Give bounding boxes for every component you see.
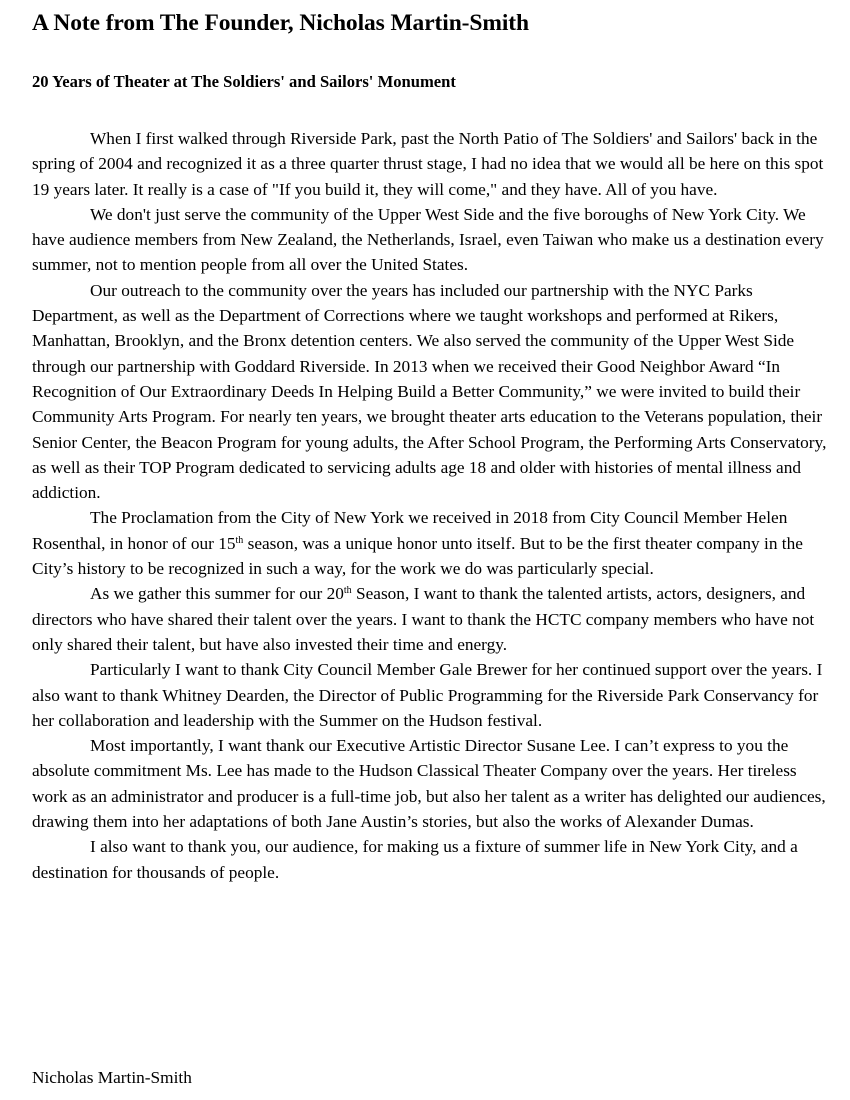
paragraph-outreach: Our outreach to the community over the years has included our partnership with the NYC Parks Department, as well as the Department of Corrections where we taught workshops and performed at Rikers, Manhattan, Brooklyn, and the Bronx detention centers. We also served the community of the Upper West Side through our partnership with Goddard Riverside. In 2013 when we received their Good Neighbor Award “In Recognition of Our Extraordinary Deeds In Helping Build a Better Community,” we were invited to build their Community Arts Program. For nearly ten years, we brought theater arts education to the Veterans population, their Senior Center, the Beacon Program for young adults, the After School Program, the Performing Arts Conservatory, as well as their TOP Program dedicated to servicing adults age 18 and older with histories of mental illness and addiction. (32, 280, 827, 503)
paragraph-twentieth-season (32, 581, 832, 657)
paragraph-proclamation (32, 505, 832, 581)
paragraph-community: We don't just serve the community of the Upper West Side and the five boroughs of New York City. We have audience members from New Zealand, the Netherlands, Israel, even Taiwan who make us a destination every summer, not to mention people from all over the United States. (32, 204, 824, 275)
paragraph-thanks-director: Most importantly, I want thank our Executive Artistic Director Susane Lee. I can’t express to you the absolute commitment Ms. Lee has made to the Hudson Classical Theater Company over the years. Her tireless work as an administrator and producer is a full-time job, but also her talent as a writer has delighted our audiences, drawing them into her adaptations of both Jane Austin’s stories, but also the works of Alexander Dumas. (32, 736, 826, 832)
page-title: A Note from The Founder, Nicholas Martin-Smith (32, 10, 529, 36)
page-subtitle: 20 Years of Theater at The Soldiers' and Sailors' Monument (32, 72, 456, 91)
proclamation-text-before: The Proclamation from the City of New York we received in 2018 from City Council Member Helen Rosenthal, in honor of our 15 (32, 508, 788, 553)
ordinal-suffix: th (343, 585, 352, 597)
ordinal-suffix: th (235, 534, 244, 546)
paragraph-thanks-audience: I also want to thank you, our audience, for making us a fixture of summer life in New York City, and a destination for thousands of people. (32, 837, 798, 882)
season-text-before: As we gather this summer for our 20 (90, 584, 344, 604)
signature: Nicholas Martin-Smith (32, 1068, 192, 1087)
proclamation-text-after: season, was a unique honor unto itself. But to be the first theater company in the City’s history to be recognized in such a way, for the work we do was particularly special. (32, 533, 803, 579)
letter-body (32, 126, 832, 885)
paragraph-thanks-officials: Particularly I want to thank City Council Member Gale Brewer for her continued support over the years. I also want to thank Whitney Dearden, the Director of Public Programming for the Riverside Park Conservancy for her collaboration and leadership with the Summer on the Hudson festival. (32, 660, 823, 730)
season-text-after: Season, I want to thank the talented artists, actors, designers, and directors who have shared their talent over the years. I want to thank the HCTC company members who have not only shared their talent, but have also invested their time and energy. (32, 584, 815, 654)
paragraph-opening: When I first walked through Riverside Park, past the North Patio of The Soldiers' and Sailors' back in the spring of 2004 and recognized it as a three quarter thrust stage, I had no idea that we would all be here on this spot 19 years later. It really is a case of "If you build it, they will come," and they have. All of you have. (32, 129, 824, 199)
